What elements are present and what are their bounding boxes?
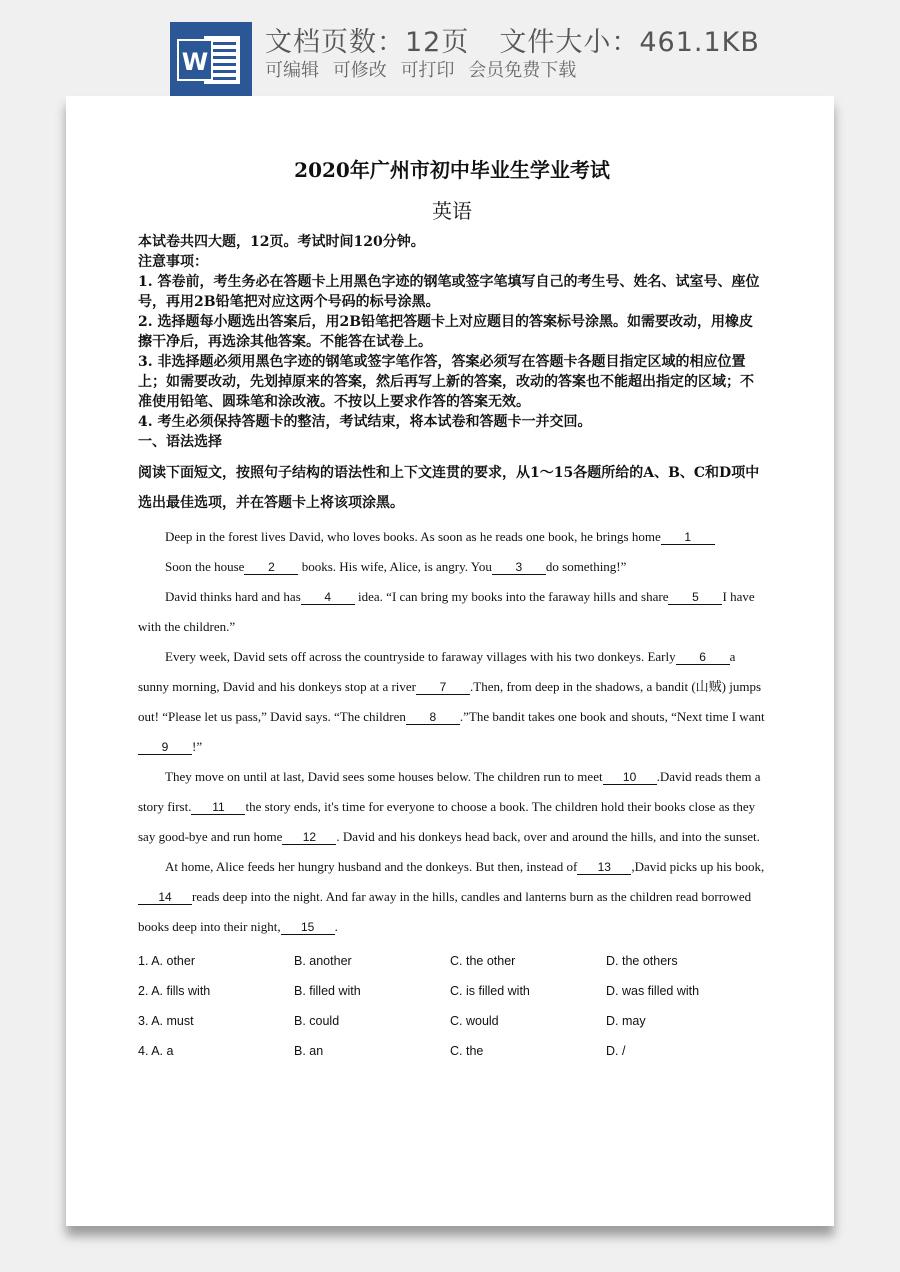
passage-text: do something!” bbox=[545, 559, 627, 574]
instruction-line: 2. 选择题每小题选出答案后，用2B铅笔把答题卡上对应题目的答案标号涂黑。如需要改动，用橡皮擦干净后，再选涂其他答案。不能答在试卷上。 bbox=[138, 314, 754, 350]
exam-title: 2020年广州市初中毕业生学业考试 bbox=[294, 158, 610, 182]
passage-text: .David reads them a story first. bbox=[138, 769, 761, 814]
option-row bbox=[138, 1006, 766, 1036]
word-document-icon bbox=[170, 22, 252, 96]
option-a: 4. A. a bbox=[138, 1044, 174, 1058]
blank-3: 3 bbox=[492, 560, 546, 575]
option-d: D. was filled with bbox=[606, 984, 700, 998]
paragraph bbox=[138, 642, 766, 762]
passage-text: Every week, David sets off across the countryside to faraway villages with his two donkeys. Early bbox=[165, 649, 676, 664]
paragraph bbox=[138, 552, 766, 582]
passage-text: .”The bandit takes one book and shouts, “Next time I want bbox=[459, 709, 765, 724]
blank-9: 9 bbox=[138, 740, 192, 755]
blank-5: 5 bbox=[668, 590, 722, 605]
option-c: C. the bbox=[450, 1044, 484, 1058]
page-content bbox=[138, 156, 766, 1066]
option-b: B. filled with bbox=[294, 984, 361, 998]
option-b: B. could bbox=[294, 1014, 340, 1028]
option-b: B. another bbox=[294, 954, 352, 968]
blank-7: 7 bbox=[416, 680, 470, 695]
blank-6: 6 bbox=[676, 650, 730, 665]
option-a: 2. A. fills with bbox=[138, 984, 211, 998]
passage-text: Soon the house bbox=[165, 559, 245, 574]
feature-editable: 可编辑 bbox=[265, 60, 319, 81]
option-c: C. would bbox=[450, 1014, 499, 1028]
answer-options bbox=[138, 946, 766, 1066]
passage-text: . David and his donkeys head back, over and around the hills, and into the sunset. bbox=[336, 829, 760, 844]
blank-2: 2 bbox=[244, 560, 298, 575]
passage-text: I have with the children.” bbox=[138, 589, 755, 634]
blank-4: 4 bbox=[301, 590, 355, 605]
option-d: D. may bbox=[606, 1014, 646, 1028]
option-a: 3. A. must bbox=[138, 1014, 194, 1028]
paragraph bbox=[138, 852, 766, 942]
paragraph bbox=[138, 582, 766, 642]
option-d: D. the others bbox=[606, 954, 678, 968]
option-row bbox=[138, 946, 766, 976]
instruction-line: 1. 答卷前，考生务必在答题卡上用黑色字迹的钢笔或签字笔填写自己的考生号、姓名、试室号、座位号，再用2B铅笔把对应这两个号码的标号涂黑。 bbox=[138, 274, 760, 310]
passage-text: !” bbox=[192, 739, 203, 754]
exam-subject: 英语 bbox=[432, 199, 472, 223]
blank-13: 13 bbox=[577, 860, 631, 875]
passage bbox=[138, 522, 766, 942]
option-d: D. / bbox=[606, 1044, 626, 1058]
instruction-line: 3. 非选择题必须用黑色字迹的钢笔或签字笔作答，答案必须写在答题卡各题目指定区域的相应位置上；如需要改动，先划掉原来的答案，然后再写上新的答案，改动的答案也不能超出指定的区域；不准使用铅笔、圆珠笔和涂改液。不按以上要求作答的答案无效。 bbox=[138, 354, 754, 410]
passage-text: idea. “I can bring my books into the faraway hills and share bbox=[354, 589, 669, 604]
passage-text: At home, Alice feeds her hungry husband and the donkeys. But then, instead of bbox=[165, 859, 578, 874]
passage-text: books. His wife, Alice, is angry. You bbox=[298, 559, 492, 574]
option-c: C. is filled with bbox=[450, 984, 530, 998]
blank-10: 10 bbox=[603, 770, 657, 785]
svg-text:W: W bbox=[181, 48, 209, 76]
section-title: 一、语法选择 bbox=[138, 434, 222, 450]
blank-11: 11 bbox=[191, 800, 245, 815]
reading-instruction: 阅读下面短文，按照句子结构的语法性和上下文连贯的要求，从1～15各题所给的A、B、C和D项中选出最佳选项，并在答题卡上将该项涂黑。 bbox=[138, 465, 760, 511]
feature-member-download: 会员免费下载 bbox=[468, 60, 577, 81]
option-b: B. an bbox=[294, 1044, 324, 1058]
document-page bbox=[66, 96, 834, 1226]
feature-printable: 可打印 bbox=[400, 60, 455, 81]
blank-15: 15 bbox=[281, 920, 335, 935]
feature-modifiable: 可修改 bbox=[332, 60, 387, 81]
paragraph bbox=[138, 522, 766, 552]
option-a: 1. A. other bbox=[138, 954, 195, 968]
blank-12: 12 bbox=[282, 830, 336, 845]
instructions bbox=[138, 232, 766, 432]
option-c: C. the other bbox=[450, 954, 516, 968]
paragraph bbox=[138, 762, 766, 852]
passage-text: . bbox=[334, 919, 338, 934]
instruction-line: 本试卷共四大题，12页。考试时间120分钟。 bbox=[138, 234, 425, 250]
passage-text: a sunny morning, David and his donkeys stop at a river bbox=[138, 649, 736, 694]
passage-text: Deep in the forest lives David, who loves books. As soon as he reads one book, he brings home bbox=[165, 529, 661, 544]
page-count: 文档页数：12页 bbox=[265, 27, 470, 58]
passage-text: They move on until at last, David sees some houses below. The children run to meet bbox=[165, 769, 603, 784]
blank-8: 8 bbox=[406, 710, 460, 725]
passage-text: reads deep into the night. And far away in the hills, candles and lanterns burn as the children read borrowed books deep into their night, bbox=[138, 889, 752, 934]
option-row bbox=[138, 1036, 766, 1066]
instruction-line: 注意事项： bbox=[138, 254, 208, 270]
passage-text: David thinks hard and has bbox=[165, 589, 301, 604]
blank-14: 14 bbox=[138, 890, 192, 905]
file-size: 文件大小：461.1KB bbox=[499, 27, 760, 58]
doc-features bbox=[265, 56, 584, 82]
passage-text: the story ends, it's time for everyone to choose a book. The children hold their books close as they say good-bye and run home bbox=[138, 799, 756, 844]
passage-text: .Then, from deep in the shadows, a bandit (山贼) jumps out! “Please let us pass,” David says. “The children bbox=[138, 679, 762, 724]
document-info-banner bbox=[0, 0, 900, 96]
doc-stats bbox=[265, 20, 760, 59]
blank-1: 1 bbox=[661, 530, 715, 545]
passage-text: ,David picks up his book, bbox=[631, 859, 765, 874]
option-row bbox=[138, 976, 766, 1006]
instruction-line: 4. 考生必须保持答题卡的整洁，考试结束，将本试卷和答题卡一并交回。 bbox=[138, 414, 592, 430]
